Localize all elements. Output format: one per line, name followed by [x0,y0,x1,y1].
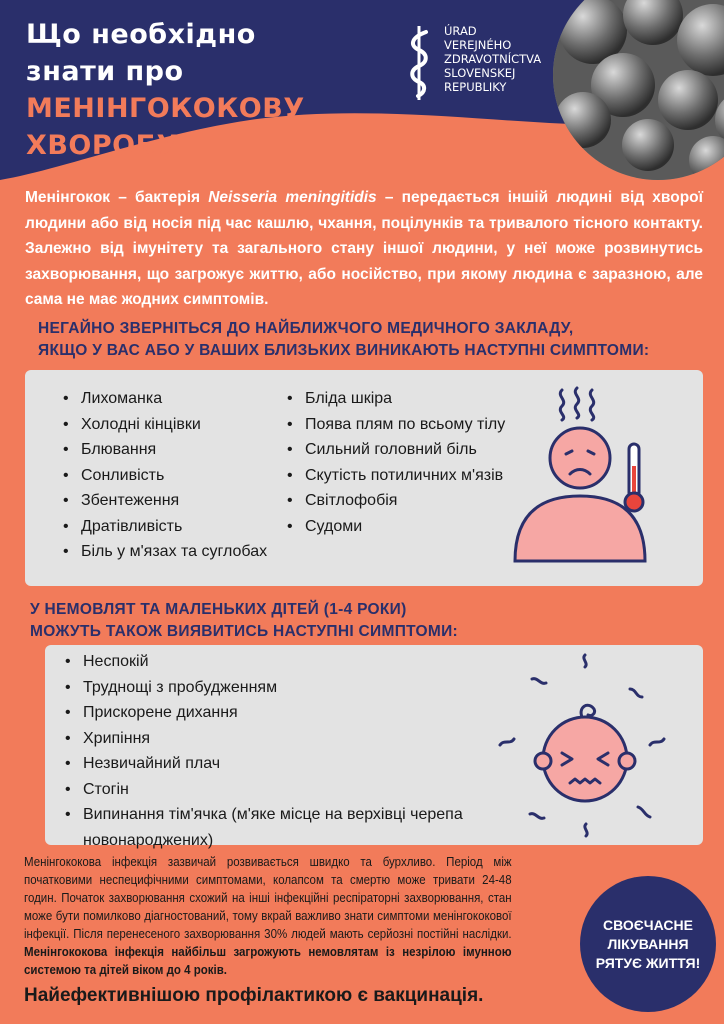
badge-line-3: РЯТУЄ ЖИТТЯ! [595,954,701,971]
child-symptom-item: • Незвичайний плач [63,751,463,777]
title-line-3: МЕНІНГОКОКОВУ [26,93,305,124]
symptom-item: • Дратівливість [61,514,267,540]
sick-adult-icon [495,386,695,576]
badge-line-2: ЛІКУВАННЯ [607,935,689,952]
badge-line-1: СВОЄЧАСНЕ [603,916,693,933]
child-symptom-item: • Труднощі з пробудженням [63,675,463,701]
symptom-item: • Світлофобія [285,488,505,514]
note-text: Менінгококова інфекція зазвичай розвивається швидко та бурхливо. Період між початковими неспецифічними симптомами, колапсом та смертю може тривати 24-48 годин. Початок захворювання схожий на інші інфекційні респіраторні захворювання, стан може бути помилково діагностований, тому вкрай важливо знати симптоми менінгококової інфекції. Після перенесеного захворювання 30% людей мають серйозні постійні наслідки. [24,855,512,941]
title-line-4: ХВОРОБУ [26,130,178,161]
child-heading-line-2: МОЖУТЬ ТАКОЖ ВИЯВИТИСЬ НАСТУПНІ СИМПТОМИ: [30,623,458,640]
adult-heading-line-2: ЯКЩО У ВАС АБО У ВАШИХ БЛИЗЬКИХ ВИНИКАЮТЬ НАСТУПНІ СИМПТОМИ: [38,342,650,359]
adult-heading-line-1: НЕГАЙНО ЗВЕРНІТЬСЯ ДО НАЙБЛИЖЧОГО МЕДИЧНОГО ЗАКЛАДУ, [38,320,574,337]
intro-text-2: – передається іншій людині від хворої людини або від носія під час кашлю, чхання, поцілунків та тривалого тісного контакту. Залежно від імунітету та загального стану іншої людини, у неї може розвинутись захворювання, що загрожує життю, або носійство, при якому людина є заразною, але сама не має жодних симптомів. [25,189,703,308]
child-heading-line-1: У НЕМОВЛЯТ ТА МАЛЕНЬКИХ ДІТЕЙ (1-4 РОКИ) [30,601,407,618]
child-symptom-item: • Прискорене дихання [63,700,463,726]
child-symptom-item: • Хрипіння [63,726,463,752]
note-bold-text: Менінгококова інфекція найбільш загрожують немовлятам із незрілою імунною системою та дітей віком до 4 років. [24,945,512,977]
species-name: Neisseria meningitidis [208,189,377,206]
child-symptom-item: • Неспокій [63,649,463,675]
intro-paragraph [25,185,703,313]
org-name-line-5: REPUBLIKY [444,80,507,94]
title-line-2: знати про [26,56,184,87]
symptom-item: • Блювання [61,437,267,463]
child-symptoms-heading [30,599,458,643]
sick-baby-icon [490,649,690,841]
info-note [24,853,512,979]
symptom-item: • Збентеження [61,488,267,514]
symptom-item: • Скутість потиличних м'язів [285,463,505,489]
org-name-line-4: SLOVENSKEJ [444,66,516,80]
symptom-item: • Лихоманка [61,386,267,412]
child-symptom-item: • Стогін [63,777,463,803]
symptom-item: • Сонливість [61,463,267,489]
symptom-item: • Поява плям по всьому тілу [285,412,505,438]
adult-symptoms-col-2 [285,386,505,539]
symptom-item: • Біль у м'язах та суглобах [61,539,267,565]
adult-symptoms-col-1 [61,386,267,565]
adult-symptoms-panel [25,370,703,586]
intro-text-1: Менінгокок – бактерія [25,189,209,206]
org-name-line-2: VEREJNÉHO [444,38,512,52]
child-symptoms-panel [45,645,703,849]
symptom-item: • Холодні кінцівки [61,412,267,438]
treatment-badge [580,876,716,1012]
symptom-item: • Сильний головний біль [285,437,505,463]
adult-symptoms-heading [38,318,649,362]
child-symptoms-list [63,649,463,853]
child-symptom-item: • Випинання тім'ячка (м'яке місце на верхівці черепа новонароджених) [63,802,463,853]
org-name-line-1: ÚRAD [444,24,477,38]
symptom-item: • Бліда шкіра [285,386,505,412]
staff-symbol-icon [404,22,434,102]
org-logo [404,22,541,102]
page-title [26,16,306,164]
org-name-line-3: ZDRAVOTNÍCTVA [444,52,542,66]
symptom-item: • Судоми [285,514,505,540]
vaccination-statement: Найефективнішою профілактикою є вакцинація. [24,985,484,1006]
title-line-1: Що необхідно [26,19,256,50]
